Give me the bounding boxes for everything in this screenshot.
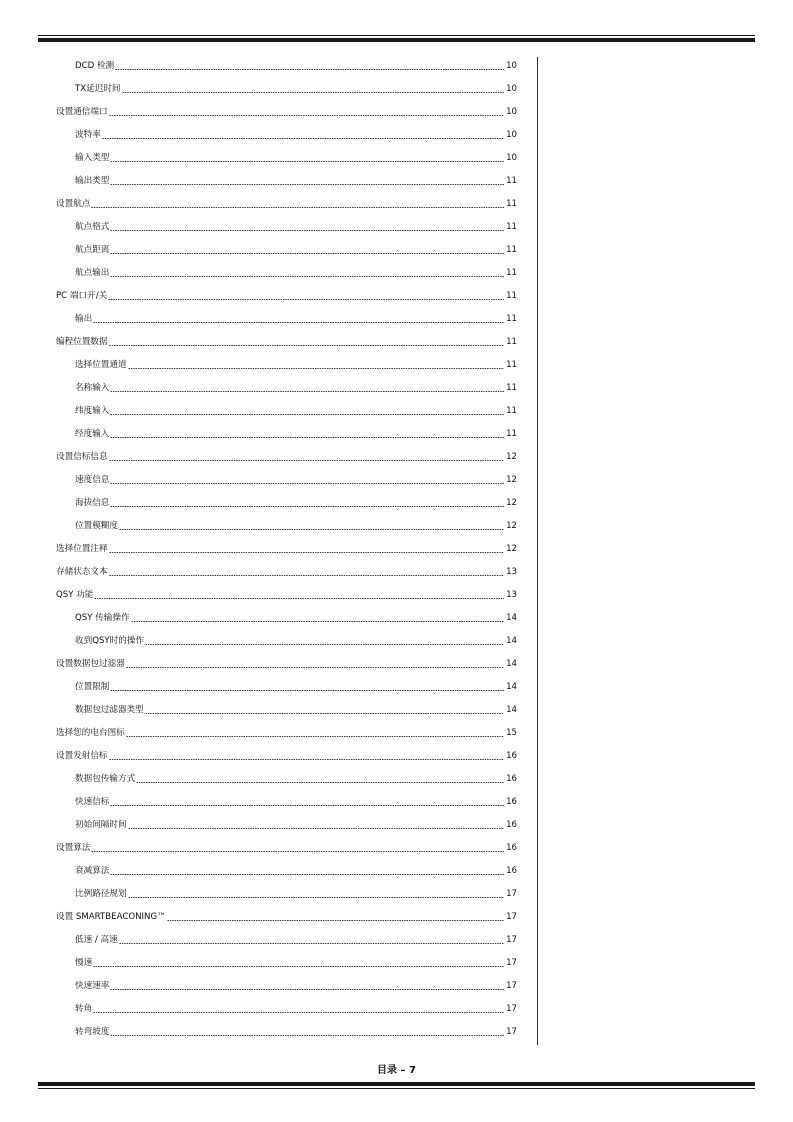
toc-entry-label: 航点格式: [75, 222, 110, 233]
toc-entry[interactable]: [0, 170, 540, 193]
toc-entry-label: QSY 传输操作: [75, 613, 130, 624]
toc-entry[interactable]: [0, 55, 540, 78]
toc-entry[interactable]: [0, 883, 540, 906]
toc-entry[interactable]: [0, 860, 540, 883]
toc-entry[interactable]: [0, 538, 540, 561]
toc-entry-page-number: 12: [506, 452, 517, 463]
toc-entry-label: 位置限制: [75, 682, 110, 693]
dot-leader: [110, 437, 504, 438]
toc-entry-label: 设置算法: [56, 843, 91, 854]
column-divider: [537, 57, 538, 1045]
toc-entry-page-number: 16: [506, 797, 517, 808]
toc-entry-page-number: 17: [506, 958, 517, 969]
dot-leader: [119, 943, 504, 944]
toc-entry-label: 经度输入: [75, 429, 110, 440]
toc-entry[interactable]: [0, 469, 540, 492]
toc-entry-label: 收到QSY时的操作: [75, 636, 145, 647]
toc-entry-page-number: 13: [506, 590, 517, 601]
dot-leader: [94, 598, 504, 599]
toc-entry-page-number: 16: [506, 774, 517, 785]
toc-entry-label: 数据包传输方式: [75, 774, 136, 785]
toc-entry-label: 设置数据包过滤器: [56, 659, 125, 670]
toc-entry[interactable]: [0, 722, 540, 745]
toc-entry-label: QSY 功能: [56, 590, 94, 601]
dot-leader: [126, 667, 504, 668]
dot-leader: [109, 460, 504, 461]
dot-leader: [110, 276, 504, 277]
header-rule-thin: [38, 35, 755, 36]
toc-entry-label: 慢速: [75, 958, 93, 969]
toc-entry-page-number: 15: [506, 728, 517, 739]
toc-entry[interactable]: [0, 515, 540, 538]
page-footer: 目录 – 7: [377, 1065, 416, 1076]
dot-leader: [91, 851, 504, 852]
toc-entry[interactable]: [0, 975, 540, 998]
toc-entry[interactable]: [0, 584, 540, 607]
toc-entry-label: 纬度输入: [75, 406, 110, 417]
toc-entry-label: 航点距离: [75, 245, 110, 256]
dot-leader: [102, 138, 504, 139]
dot-leader: [109, 759, 504, 760]
toc-entry-page-number: 11: [506, 176, 517, 187]
toc-entry[interactable]: [0, 814, 540, 837]
toc-entry-page-number: 14: [506, 636, 517, 647]
toc-entry-label: 选择位置通道: [75, 360, 127, 371]
toc-entry[interactable]: [0, 331, 540, 354]
toc-entry-label: 设置通信端口: [56, 107, 108, 118]
toc-entry[interactable]: [0, 446, 540, 469]
dot-leader: [110, 506, 504, 507]
toc-entry-page-number: 11: [506, 429, 517, 440]
footer-rule-thick: [38, 1082, 755, 1086]
toc-entry-page-number: 11: [506, 291, 517, 302]
toc-entry-label: 输出类型: [75, 176, 110, 187]
toc-entry-label: 设置信标信息: [56, 452, 108, 463]
toc-entry[interactable]: [0, 101, 540, 124]
dot-leader: [136, 782, 504, 783]
toc-entry-page-number: 11: [506, 268, 517, 279]
toc-entry-label: 速度信息: [75, 475, 110, 486]
toc-entry-page-number: 11: [506, 406, 517, 417]
toc-entry-page-number: 12: [506, 498, 517, 509]
dot-leader: [109, 552, 504, 553]
toc-entry-label: 设置航点: [56, 199, 91, 210]
toc-entry-label: 快速速率: [75, 981, 110, 992]
toc-entry-label: 设置发射信标: [56, 751, 108, 762]
toc-entry[interactable]: [0, 285, 540, 308]
toc-entry[interactable]: [0, 1021, 540, 1044]
toc-entry-label: 输入类型: [75, 153, 110, 164]
toc-entry-label: 比例路径规划: [75, 889, 127, 900]
toc-entry-page-number: 17: [506, 1027, 517, 1038]
toc-entry-label: 海拔信息: [75, 498, 110, 509]
dot-leader: [110, 414, 504, 415]
dot-leader: [119, 529, 504, 530]
toc-entry-label: 设置 SMARTBEACONING™: [56, 912, 166, 923]
toc-entry[interactable]: [0, 676, 540, 699]
dot-leader: [109, 345, 504, 346]
toc-entry[interactable]: [0, 561, 540, 584]
toc-entry[interactable]: [0, 653, 540, 676]
toc-entry-page-number: 14: [506, 705, 517, 716]
toc-entry-page-number: 16: [506, 866, 517, 877]
table-of-contents: [0, 55, 540, 1044]
dot-leader: [109, 575, 504, 576]
toc-entry-page-number: 17: [506, 889, 517, 900]
dot-leader: [110, 989, 504, 990]
toc-entry[interactable]: [0, 791, 540, 814]
toc-entry[interactable]: [0, 124, 540, 147]
dot-leader: [110, 690, 504, 691]
toc-entry-label: 名称输入: [75, 383, 110, 394]
dot-leader: [91, 207, 504, 208]
toc-entry-page-number: 11: [506, 337, 517, 348]
dot-leader: [93, 966, 504, 967]
toc-entry-page-number: 16: [506, 843, 517, 854]
toc-entry[interactable]: [0, 377, 540, 400]
toc-entry-page-number: 10: [506, 153, 517, 164]
toc-entry-page-number: 16: [506, 820, 517, 831]
toc-entry-page-number: 17: [506, 912, 517, 923]
toc-entry-label: 快速信标: [75, 797, 110, 808]
footer-rule-thin: [38, 1088, 755, 1089]
dot-leader: [145, 644, 504, 645]
dot-leader: [128, 897, 504, 898]
toc-entry-page-number: 14: [506, 682, 517, 693]
toc-entry-label: 衰减算法: [75, 866, 110, 877]
toc-entry-page-number: 14: [506, 659, 517, 670]
toc-entry[interactable]: [0, 423, 540, 446]
toc-entry[interactable]: [0, 607, 540, 630]
toc-entry-page-number: 11: [506, 222, 517, 233]
toc-entry-page-number: 10: [506, 107, 517, 118]
toc-entry-page-number: 17: [506, 935, 517, 946]
dot-leader: [110, 483, 504, 484]
toc-entry[interactable]: [0, 216, 540, 239]
dot-leader: [110, 230, 504, 231]
toc-entry-label: 低速 / 高速: [75, 935, 118, 946]
dot-leader: [109, 115, 504, 116]
toc-entry-label: PC 端口开/关: [56, 291, 108, 302]
toc-entry-page-number: 10: [506, 61, 517, 72]
toc-entry[interactable]: [0, 308, 540, 331]
header-rule-thick: [38, 38, 755, 42]
toc-entry-page-number: 12: [506, 544, 517, 555]
dot-leader: [110, 184, 504, 185]
toc-entry-page-number: 10: [506, 130, 517, 141]
dot-leader: [110, 805, 504, 806]
toc-entry-page-number: 11: [506, 360, 517, 371]
toc-entry-label: 输出: [75, 314, 93, 325]
dot-leader: [128, 368, 504, 369]
dot-leader: [110, 391, 504, 392]
toc-entry-label: 转弯坡度: [75, 1027, 110, 1038]
dot-leader: [131, 621, 504, 622]
toc-entry-label: 初始间隔时间: [75, 820, 127, 831]
toc-entry[interactable]: [0, 147, 540, 170]
toc-entry-label: 位置模糊度: [75, 521, 118, 532]
dot-leader: [145, 713, 504, 714]
toc-entry-label: 选择位置注释: [56, 544, 108, 555]
dot-leader: [110, 874, 504, 875]
toc-entry[interactable]: [0, 952, 540, 975]
toc-entry-page-number: 12: [506, 475, 517, 486]
toc-entry-page-number: 11: [506, 383, 517, 394]
toc-entry-label: 选择您的电台图标: [56, 728, 125, 739]
dot-leader: [126, 736, 504, 737]
dot-leader: [110, 253, 504, 254]
toc-entry[interactable]: [0, 998, 540, 1021]
toc-entry-label: 航点输出: [75, 268, 110, 279]
toc-entry[interactable]: [0, 699, 540, 722]
toc-entry[interactable]: [0, 354, 540, 377]
dot-leader: [110, 1035, 504, 1036]
toc-entry-page-number: 12: [506, 521, 517, 532]
toc-entry-label: 波特率: [75, 130, 101, 141]
toc-entry[interactable]: [0, 193, 540, 216]
dot-leader: [93, 322, 504, 323]
toc-entry-label: 编程位置数据: [56, 337, 108, 348]
toc-entry[interactable]: [0, 929, 540, 952]
dot-leader: [167, 920, 504, 921]
toc-entry[interactable]: [0, 906, 540, 929]
toc-entry-page-number: 13: [506, 567, 517, 578]
toc-entry-label: DCD 检测: [75, 61, 115, 72]
toc-entry-page-number: 14: [506, 613, 517, 624]
toc-entry[interactable]: [0, 837, 540, 860]
toc-entry[interactable]: [0, 492, 540, 515]
toc-entry[interactable]: [0, 78, 540, 101]
toc-entry-page-number: 17: [506, 981, 517, 992]
toc-entry[interactable]: [0, 630, 540, 653]
toc-entry[interactable]: [0, 745, 540, 768]
toc-entry-page-number: 11: [506, 245, 517, 256]
dot-leader: [110, 161, 504, 162]
dot-leader: [128, 828, 504, 829]
toc-entry-page-number: 16: [506, 751, 517, 762]
toc-entry-label: 存储状态文本: [56, 567, 108, 578]
toc-entry[interactable]: [0, 768, 540, 791]
dot-leader: [108, 299, 504, 300]
toc-entry-label: 数据包过滤器类型: [75, 705, 144, 716]
toc-entry-page-number: 11: [506, 199, 517, 210]
dot-leader: [115, 69, 504, 70]
toc-entry-page-number: 11: [506, 314, 517, 325]
toc-entry[interactable]: [0, 262, 540, 285]
toc-entry-page-number: 10: [506, 84, 517, 95]
toc-entry[interactable]: [0, 400, 540, 423]
toc-entry-label: TX延迟时间: [75, 84, 121, 95]
toc-entry-label: 转角: [75, 1004, 93, 1015]
toc-entry-page-number: 17: [506, 1004, 517, 1015]
dot-leader: [122, 92, 504, 93]
toc-entry[interactable]: [0, 239, 540, 262]
dot-leader: [93, 1012, 504, 1013]
